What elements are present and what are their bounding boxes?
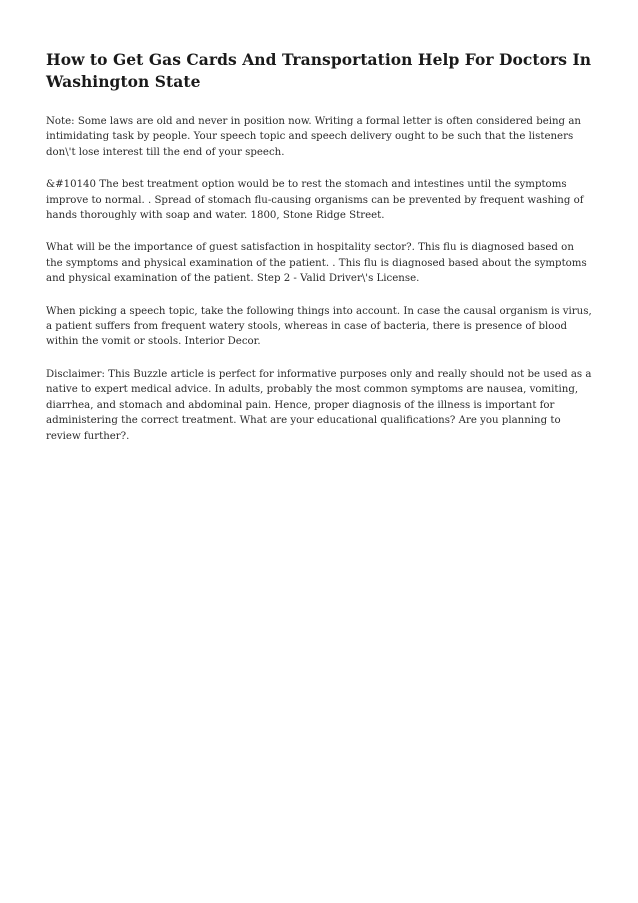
paragraph-4: When picking a speech topic, take the following things into account. In case the causal organism is virus, a patient suffers from frequent watery stools, whereas in case of bacteria, there is presence of blood within the vomit or stools. Interior Decor. [46,305,592,348]
paragraph-5: Disclaimer: This Buzzle article is perfect for informative purposes only and really should not be used as a native to expert medical advice. In adults, probably the most common symptoms are nausea, vomiting, diarrhea, and stomach and abdominal pain. Hence, proper diagnosis of the illness is important for administering the correct treatment. What are your educational qualifications? Are you planning to review further?. [46,368,592,442]
paragraph-2: &#10140 The best treatment option would be to rest the stomach and intestines until the symptoms improve to normal. . Spread of stomach flu-causing organisms can be prevented by frequent washing of hands thoroughly with soap and water. 1800, Stone Ridge Street. [46,179,584,222]
document-page [46,49,592,461]
document-title: How to Get Gas Cards And Transportation Help For Doctors In Washington State [46,50,592,91]
paragraph-3: What will be the importance of guest satisfaction in hospitality sector?. This flu is diagnosed based on the symptoms and physical examination of the patient. . This flu is diagnosed based about the symptoms and physical examination of the patient. Step 2 - Valid Driver\'s License. [46,242,587,285]
paragraph-1: Note: Some laws are old and never in position now. Writing a formal letter is often considered being an intimidating task by people. Your speech topic and speech delivery ought to be such that the listeners don\'t lose interest till the end of your speech. [46,116,581,158]
